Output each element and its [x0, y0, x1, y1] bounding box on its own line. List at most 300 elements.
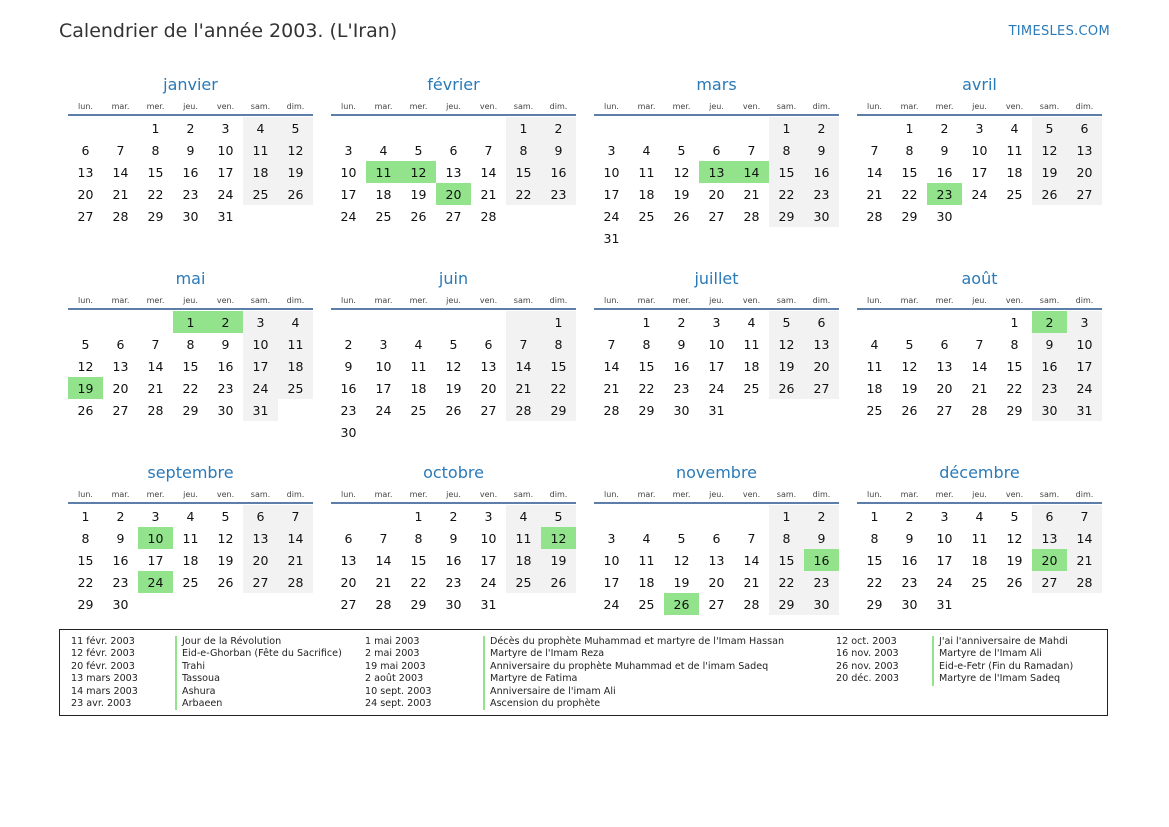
day-cell: 3: [607, 142, 616, 158]
day-cell: 14: [278, 527, 313, 549]
day-cell: 2: [677, 314, 686, 330]
day-cell: 29: [182, 402, 199, 418]
month-name: juillet: [694, 269, 739, 288]
weekday-label: mer.: [935, 102, 954, 111]
day-cell: 15: [769, 161, 804, 183]
day-cell: 2: [940, 120, 949, 136]
day-cell: 27: [480, 402, 497, 418]
day-cell: 17: [147, 552, 164, 568]
day-cell: 18: [506, 549, 541, 571]
day-cell: 29: [866, 596, 883, 612]
day-cell: 16: [217, 358, 234, 374]
day-cell: 5: [1032, 117, 1067, 139]
empty-day-cell: [103, 117, 138, 139]
weekday-label: dim.: [286, 490, 305, 499]
day-cell: 28: [1067, 571, 1102, 593]
holiday-day-cell: 16: [804, 549, 839, 571]
day-cell: 2: [344, 336, 353, 352]
holiday-row: [836, 661, 1073, 673]
holiday-name: Trahi: [175, 661, 205, 673]
day-cell: 3: [1067, 311, 1102, 333]
day-cell: 18: [375, 186, 392, 202]
day-cell: 8: [506, 139, 541, 161]
day-cell: 21: [278, 549, 313, 571]
day-cell: 24: [708, 380, 725, 396]
day-cell: 6: [344, 530, 353, 546]
day-cell: 22: [1006, 380, 1023, 396]
weekday-label: jeu.: [183, 490, 198, 499]
day-cell: 1: [870, 508, 879, 524]
day-cell: 5: [769, 311, 804, 333]
day-cell: 28: [743, 208, 760, 224]
holiday-name: Anniversaire du prophète Muhammad et de l'imam Sadeq: [483, 661, 768, 673]
holiday-date: 10 sept. 2003: [365, 685, 432, 697]
empty-day-cell: [366, 421, 401, 443]
day-cell: 26: [217, 574, 234, 590]
day-cell: 28: [603, 402, 620, 418]
day-cell: 5: [221, 508, 230, 524]
day-cell: 10: [971, 142, 988, 158]
holiday-row: [71, 648, 342, 660]
day-cell: 24: [1067, 377, 1102, 399]
day-cell: 19: [217, 552, 234, 568]
day-cell: 4: [1010, 120, 1019, 136]
day-cell: 26: [673, 208, 690, 224]
empty-day-cell: [804, 227, 839, 249]
day-cell: 7: [278, 505, 313, 527]
month-name: septembre: [147, 463, 234, 482]
day-cell: 9: [221, 336, 230, 352]
holiday-name: Ascension du prophète: [483, 698, 600, 710]
day-cell: 11: [182, 530, 199, 546]
day-cell: 5: [677, 530, 686, 546]
day-cell: 2: [804, 505, 839, 527]
day-cell: 12: [77, 358, 94, 374]
day-cell: 13: [1032, 527, 1067, 549]
day-cell: 28: [375, 596, 392, 612]
holiday-date: 13 mars 2003: [71, 673, 138, 685]
day-cell: 21: [743, 186, 760, 202]
day-grid: [331, 311, 576, 443]
empty-day-cell: [506, 593, 541, 615]
weekday-label: mar.: [111, 296, 130, 305]
day-cell: 24: [243, 377, 278, 399]
empty-day-cell: [962, 311, 997, 333]
day-cell: 16: [112, 552, 129, 568]
day-cell: 8: [541, 333, 576, 355]
weekday-label: ven.: [479, 490, 498, 499]
day-cell: 5: [1010, 508, 1019, 524]
day-cell: 22: [901, 186, 918, 202]
day-cell: 12: [217, 530, 234, 546]
day-cell: 13: [1067, 139, 1102, 161]
day-cell: 6: [712, 142, 721, 158]
holiday-day-cell: 12: [401, 161, 436, 183]
day-cell: 31: [243, 399, 278, 421]
day-cell: 23: [804, 183, 839, 205]
day-cell: 14: [603, 358, 620, 374]
holiday-column: [365, 636, 784, 710]
day-cell: 25: [743, 380, 760, 396]
day-cell: 23: [340, 402, 357, 418]
day-cell: 4: [186, 508, 195, 524]
empty-day-cell: [401, 311, 436, 333]
holiday-day-cell: 23: [927, 183, 962, 205]
day-cell: 11: [410, 358, 427, 374]
month-9: [331, 462, 576, 656]
day-cell: 3: [379, 336, 388, 352]
day-cell: 25: [243, 183, 278, 205]
day-cell: 30: [673, 402, 690, 418]
empty-day-cell: [734, 505, 769, 527]
day-cell: 29: [410, 596, 427, 612]
day-cell: 5: [905, 336, 914, 352]
day-cell: 23: [901, 574, 918, 590]
day-cell: 14: [743, 552, 760, 568]
month-8: [68, 462, 313, 656]
day-cell: 20: [340, 574, 357, 590]
day-cell: 4: [870, 336, 879, 352]
day-cell: 1: [1010, 314, 1019, 330]
day-cell: 22: [769, 183, 804, 205]
day-cell: 5: [677, 142, 686, 158]
holiday-day-cell: 24: [138, 571, 173, 593]
day-cell: 14: [112, 164, 129, 180]
day-cell: 7: [747, 142, 756, 158]
holiday-date: 1 mai 2003: [365, 636, 420, 647]
day-cell: 20: [804, 355, 839, 377]
weekday-label: dim.: [812, 490, 831, 499]
empty-day-cell: [278, 205, 313, 227]
day-cell: 29: [769, 593, 804, 615]
day-cell: 15: [1006, 358, 1023, 374]
day-cell: 11: [638, 164, 655, 180]
day-cell: 22: [506, 183, 541, 205]
empty-day-cell: [278, 399, 313, 421]
empty-day-cell: [1032, 593, 1067, 615]
day-cell: 19: [1006, 552, 1023, 568]
month-7: [857, 268, 1102, 462]
day-cell: 24: [375, 402, 392, 418]
day-cell: 8: [151, 142, 160, 158]
day-cell: 20: [936, 380, 953, 396]
holiday-day-cell: 13: [699, 161, 734, 183]
day-cell: 11: [1006, 142, 1023, 158]
weekday-label: lun.: [604, 490, 619, 499]
day-cell: 9: [449, 530, 458, 546]
day-cell: 6: [81, 142, 90, 158]
day-cell: 28: [866, 208, 883, 224]
day-cell: 1: [414, 508, 423, 524]
empty-day-cell: [331, 117, 366, 139]
day-cell: 14: [506, 355, 541, 377]
day-cell: 10: [480, 530, 497, 546]
holiday-row: [71, 673, 342, 685]
day-cell: 21: [112, 186, 129, 202]
empty-day-cell: [471, 421, 506, 443]
day-cell: 23: [182, 186, 199, 202]
empty-day-cell: [208, 593, 243, 615]
day-cell: 19: [673, 574, 690, 590]
day-cell: 18: [243, 161, 278, 183]
weekday-label: mar.: [637, 102, 656, 111]
weekday-label: jeu.: [972, 490, 987, 499]
day-cell: 27: [1032, 571, 1067, 593]
day-cell: 26: [1032, 183, 1067, 205]
day-cell: 28: [743, 596, 760, 612]
holiday-date: 16 nov. 2003: [836, 648, 899, 660]
day-cell: 18: [638, 186, 655, 202]
empty-day-cell: [857, 117, 892, 139]
day-cell: 7: [1067, 505, 1102, 527]
day-cell: 7: [379, 530, 388, 546]
day-cell: 9: [344, 358, 353, 374]
weekday-label: mar.: [637, 490, 656, 499]
day-cell: 5: [278, 117, 313, 139]
weekday-label: mar.: [900, 490, 919, 499]
holiday-row: [836, 648, 1073, 660]
weekday-label: jeu.: [972, 296, 987, 305]
day-cell: 23: [541, 183, 576, 205]
weekday-header: [594, 102, 839, 116]
day-cell: 21: [480, 186, 497, 202]
empty-day-cell: [1067, 593, 1102, 615]
weekday-header: [594, 490, 839, 504]
day-cell: 13: [480, 358, 497, 374]
day-cell: 13: [112, 358, 129, 374]
month-name: avril: [962, 75, 997, 94]
day-cell: 14: [375, 552, 392, 568]
day-cell: 11: [866, 358, 883, 374]
empty-day-cell: [138, 311, 173, 333]
weekday-label: sam.: [776, 102, 797, 111]
month-5: [331, 268, 576, 462]
weekday-label: ven.: [479, 296, 498, 305]
day-cell: 19: [278, 161, 313, 183]
day-cell: 7: [747, 530, 756, 546]
day-cell: 22: [638, 380, 655, 396]
day-cell: 20: [480, 380, 497, 396]
weekday-label: sam.: [513, 490, 534, 499]
day-grid: [331, 505, 576, 615]
site-link[interactable]: TIMESLES.COM: [1008, 24, 1110, 39]
day-cell: 27: [708, 596, 725, 612]
holiday-day-cell: 2: [1032, 311, 1067, 333]
day-cell: 18: [182, 552, 199, 568]
day-cell: 31: [936, 596, 953, 612]
weekday-label: jeu.: [183, 102, 198, 111]
day-cell: 12: [769, 333, 804, 355]
holiday-day-cell: 11: [366, 161, 401, 183]
day-cell: 17: [708, 358, 725, 374]
day-cell: 25: [182, 574, 199, 590]
weekday-label: ven.: [216, 296, 235, 305]
holiday-date: 19 mai 2003: [365, 660, 426, 672]
day-cell: 28: [506, 399, 541, 421]
empty-day-cell: [1067, 205, 1102, 227]
weekday-label: dim.: [812, 296, 831, 305]
day-cell: 17: [603, 186, 620, 202]
holiday-date: 2 août 2003: [365, 673, 424, 685]
day-cell: 2: [449, 508, 458, 524]
calendar-grid: [68, 74, 1102, 656]
day-cell: 19: [541, 549, 576, 571]
day-cell: 26: [278, 183, 313, 205]
month-name: mai: [175, 269, 206, 288]
day-cell: 28: [147, 402, 164, 418]
day-cell: 4: [243, 117, 278, 139]
holiday-name: Martyre de l'Imam Sadeq: [932, 673, 1060, 685]
day-cell: 12: [673, 552, 690, 568]
day-cell: 9: [905, 530, 914, 546]
weekday-label: lun.: [867, 102, 882, 111]
weekday-label: ven.: [1005, 102, 1024, 111]
empty-day-cell: [366, 505, 401, 527]
empty-day-cell: [278, 593, 313, 615]
day-cell: 24: [217, 186, 234, 202]
day-cell: 18: [410, 380, 427, 396]
holiday-row: [365, 698, 784, 710]
day-cell: 26: [769, 377, 804, 399]
empty-day-cell: [629, 505, 664, 527]
day-cell: 28: [971, 402, 988, 418]
empty-day-cell: [366, 311, 401, 333]
holiday-row: [71, 698, 342, 710]
holiday-date: 20 févr. 2003: [71, 660, 135, 672]
holiday-date: 2 mai 2003: [365, 648, 420, 660]
weekday-label: lun.: [78, 490, 93, 499]
day-cell: 29: [769, 205, 804, 227]
day-cell: 13: [445, 164, 462, 180]
day-cell: 8: [905, 142, 914, 158]
day-cell: 1: [81, 508, 90, 524]
empty-day-cell: [594, 117, 629, 139]
day-cell: 12: [1032, 139, 1067, 161]
holiday-row: [71, 636, 342, 648]
weekday-label: jeu.: [709, 102, 724, 111]
day-cell: 9: [804, 139, 839, 161]
month-4: [68, 268, 313, 462]
empty-day-cell: [664, 117, 699, 139]
weekday-header: [331, 490, 576, 504]
day-cell: 6: [940, 336, 949, 352]
weekday-label: jeu.: [972, 102, 987, 111]
day-cell: 17: [480, 552, 497, 568]
day-cell: 26: [410, 208, 427, 224]
day-cell: 25: [971, 574, 988, 590]
weekday-label: mer.: [146, 490, 165, 499]
day-cell: 2: [116, 508, 125, 524]
day-cell: 3: [243, 311, 278, 333]
day-cell: 1: [151, 120, 160, 136]
weekday-label: mer.: [409, 490, 428, 499]
day-cell: 30: [217, 402, 234, 418]
month-1: [331, 74, 576, 268]
day-cell: 7: [116, 142, 125, 158]
empty-day-cell: [769, 227, 804, 249]
weekday-label: mar.: [374, 490, 393, 499]
empty-day-cell: [734, 227, 769, 249]
day-cell: 9: [677, 336, 686, 352]
day-cell: 9: [541, 139, 576, 161]
day-cell: 13: [77, 164, 94, 180]
day-cell: 10: [603, 552, 620, 568]
day-cell: 6: [243, 505, 278, 527]
month-6: [594, 268, 839, 462]
day-cell: 1: [541, 311, 576, 333]
day-cell: 30: [112, 596, 129, 612]
page-title: Calendrier de l'année 2003. (L'Iran): [59, 20, 398, 42]
weekday-label: mer.: [146, 296, 165, 305]
day-cell: 16: [901, 552, 918, 568]
holiday-date: 23 avr. 2003: [71, 697, 132, 709]
weekday-label: sam.: [1039, 490, 1060, 499]
day-cell: 15: [541, 355, 576, 377]
day-grid: [331, 117, 576, 227]
day-cell: 21: [1067, 549, 1102, 571]
day-cell: 27: [340, 596, 357, 612]
day-cell: 16: [936, 164, 953, 180]
weekday-label: lun.: [604, 102, 619, 111]
empty-day-cell: [331, 505, 366, 527]
day-cell: 3: [607, 530, 616, 546]
weekday-label: lun.: [78, 296, 93, 305]
day-grid: [857, 311, 1102, 421]
month-10: [594, 462, 839, 656]
weekday-label: mer.: [409, 296, 428, 305]
month-name: mars: [696, 75, 737, 94]
day-cell: 22: [541, 377, 576, 399]
day-cell: 8: [769, 527, 804, 549]
day-cell: 7: [870, 142, 879, 158]
empty-day-cell: [804, 399, 839, 421]
weekday-label: mar.: [900, 102, 919, 111]
day-cell: 5: [81, 336, 90, 352]
day-cell: 1: [769, 505, 804, 527]
month-name: octobre: [423, 463, 484, 482]
day-cell: 26: [901, 402, 918, 418]
day-cell: 18: [278, 355, 313, 377]
day-cell: 15: [182, 358, 199, 374]
day-cell: 20: [708, 186, 725, 202]
weekday-label: dim.: [1075, 296, 1094, 305]
day-cell: 25: [375, 208, 392, 224]
empty-day-cell: [506, 421, 541, 443]
day-cell: 21: [603, 380, 620, 396]
empty-day-cell: [699, 505, 734, 527]
day-cell: 10: [603, 164, 620, 180]
holiday-day-cell: 2: [208, 311, 243, 333]
holiday-day-cell: 20: [1032, 549, 1067, 571]
day-cell: 17: [340, 186, 357, 202]
day-cell: 10: [1067, 333, 1102, 355]
day-cell: 4: [642, 142, 651, 158]
weekday-label: jeu.: [709, 490, 724, 499]
day-cell: 30: [936, 208, 953, 224]
day-cell: 3: [151, 508, 160, 524]
day-cell: 7: [151, 336, 160, 352]
month-0: [68, 74, 313, 268]
day-cell: 4: [642, 530, 651, 546]
day-cell: 12: [1006, 530, 1023, 546]
day-cell: 20: [112, 380, 129, 396]
day-cell: 24: [603, 208, 620, 224]
holiday-name: Arbaeen: [175, 698, 222, 710]
weekday-label: mer.: [409, 102, 428, 111]
day-cell: 12: [673, 164, 690, 180]
empty-day-cell: [541, 205, 576, 227]
weekday-label: dim.: [1075, 102, 1094, 111]
